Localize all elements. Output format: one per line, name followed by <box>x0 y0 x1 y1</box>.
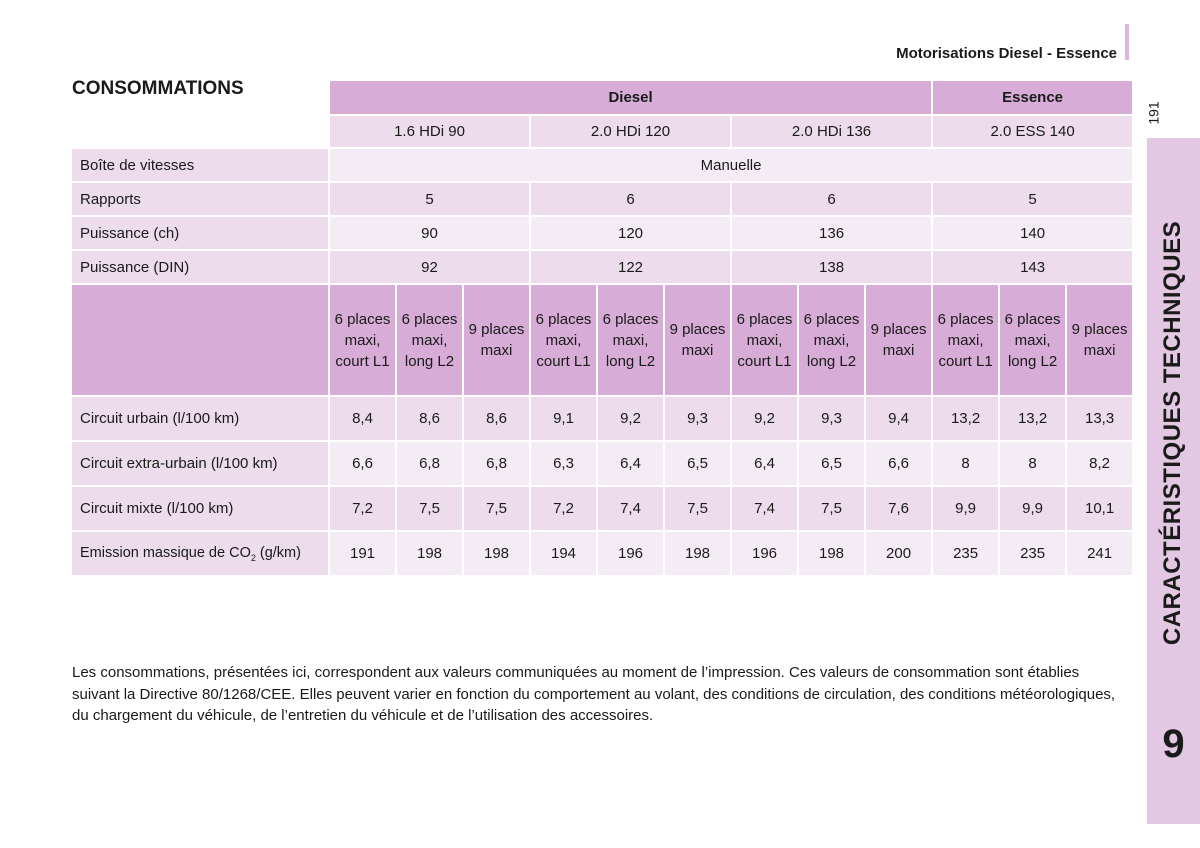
chapter-tab <box>1147 138 1200 824</box>
table-cell: 5 <box>933 183 1132 215</box>
table-cell: 7,2 <box>531 487 596 530</box>
table-cell: 9,4 <box>866 397 931 440</box>
variant-header: 6 places maxi, court L1 <box>732 285 797 395</box>
table-cell: 6,4 <box>732 442 797 485</box>
table-cell: 200 <box>866 532 931 575</box>
chapter-title: CARACTÉRISTIQUES TECHNIQUES <box>1159 220 1187 646</box>
table-cell: 8,2 <box>1067 442 1132 485</box>
table-cell: 6,8 <box>464 442 529 485</box>
table-cell: 235 <box>1000 532 1065 575</box>
variant-header: 6 places maxi, long L2 <box>1000 285 1065 395</box>
variant-header: 6 places maxi, long L2 <box>397 285 462 395</box>
table-cell: 8,6 <box>397 397 462 440</box>
table-cell: 9,3 <box>665 397 730 440</box>
model-header: 2.0 HDi 120 <box>531 116 730 147</box>
row-label: Boîte de vitesses <box>72 149 328 181</box>
table-cell: 198 <box>665 532 730 575</box>
table-cell: 6,5 <box>799 442 864 485</box>
row-label: Emission massique de $CO_2$ (g/km) <box>72 532 328 575</box>
row-label: Puissance (DIN) <box>72 251 328 283</box>
fuel-header-diesel: Diesel <box>330 81 931 114</box>
table-cell: 6 <box>531 183 730 215</box>
model-header: 2.0 ESS 140 <box>933 116 1132 147</box>
table-cell: 6,6 <box>330 442 395 485</box>
table-cell: 198 <box>397 532 462 575</box>
table-cell: 194 <box>531 532 596 575</box>
table-cell: 7,5 <box>464 487 529 530</box>
power-din-row <box>72 251 1132 283</box>
section-title: CONSOMMATIONS <box>72 78 244 99</box>
table-cell: 92 <box>330 251 529 283</box>
header-divider <box>1125 24 1129 60</box>
table-cell: 13,2 <box>1000 397 1065 440</box>
consumption-rows <box>72 397 1132 575</box>
table-cell: 5 <box>330 183 529 215</box>
table-cell: 7,4 <box>732 487 797 530</box>
variant-header: 6 places maxi, court L1 <box>330 285 395 395</box>
gearbox-row <box>72 149 1132 181</box>
variant-header: 9 places maxi <box>1067 285 1132 395</box>
table-cell: 7,2 <box>330 487 395 530</box>
table-cell: 196 <box>598 532 663 575</box>
variant-header-row <box>72 285 1132 395</box>
table-cell: 196 <box>732 532 797 575</box>
table-row <box>72 487 1132 530</box>
row-label: Circuit urbain (l/100 km) <box>72 397 328 440</box>
fuel-header-essence: Essence <box>933 81 1132 114</box>
table-cell: 8,4 <box>330 397 395 440</box>
table-cell: 191 <box>330 532 395 575</box>
table-cell: 140 <box>933 217 1132 249</box>
table-cell: 198 <box>799 532 864 575</box>
variant-header: 6 places maxi, long L2 <box>799 285 864 395</box>
variant-header: 9 places maxi <box>866 285 931 395</box>
table-cell: 7,5 <box>397 487 462 530</box>
table-cell: 241 <box>1067 532 1132 575</box>
variant-header: 6 places maxi, court L1 <box>531 285 596 395</box>
table-cell: 6 <box>732 183 931 215</box>
variant-header: 9 places maxi <box>665 285 730 395</box>
table-row <box>72 397 1132 440</box>
table-cell: 6,4 <box>598 442 663 485</box>
table-cell: 143 <box>933 251 1132 283</box>
table-row <box>72 442 1132 485</box>
table-cell: 8,6 <box>464 397 529 440</box>
row-label: Puissance (ch) <box>72 217 328 249</box>
table-cell: 13,2 <box>933 397 998 440</box>
table-cell: 90 <box>330 217 529 249</box>
header-title: Motorisations Diesel - Essence <box>896 45 1117 62</box>
table-cell: 120 <box>531 217 730 249</box>
model-header: 1.6 HDi 90 <box>330 116 529 147</box>
table-row <box>72 532 1132 575</box>
table-cell: 122 <box>531 251 730 283</box>
table-cell: 136 <box>732 217 931 249</box>
variant-header: 6 places maxi, court L1 <box>933 285 998 395</box>
power-ch-row <box>72 217 1132 249</box>
table-cell: 9,1 <box>531 397 596 440</box>
model-header-row <box>72 116 1132 147</box>
table-cell: 6,6 <box>866 442 931 485</box>
fuel-header-row <box>72 81 1132 114</box>
table-cell: 9,2 <box>732 397 797 440</box>
corner-cell <box>72 81 328 114</box>
page-number: 191 <box>1146 101 1163 125</box>
table-cell: 235 <box>933 532 998 575</box>
variant-corner-cell <box>72 285 328 395</box>
table-cell: 7,4 <box>598 487 663 530</box>
table-cell: 7,5 <box>665 487 730 530</box>
chapter-number: 9 <box>1162 722 1185 766</box>
table-cell: 9,2 <box>598 397 663 440</box>
variant-header: 9 places maxi <box>464 285 529 395</box>
table-cell: 198 <box>464 532 529 575</box>
row-label: Rapports <box>72 183 328 215</box>
variant-header: 6 places maxi, long L2 <box>598 285 663 395</box>
row-label: Circuit extra-urbain (l/100 km) <box>72 442 328 485</box>
table-cell: 6,3 <box>531 442 596 485</box>
table-cell: 9,3 <box>799 397 864 440</box>
table-cell: 10,1 <box>1067 487 1132 530</box>
consumption-table <box>70 79 1134 577</box>
model-header: 2.0 HDi 136 <box>732 116 931 147</box>
corner-cell <box>72 116 328 147</box>
table-cell: 8 <box>1000 442 1065 485</box>
footnote-text: Les consommations, présentées ici, correspondent aux valeurs communiquées au moment de l’impression. Ces valeurs de consommation sont établies suivant la Directive 80/1268/CEE. Elles peuvent varier en fonction du comportement au volant, des conditions de circulation, des conditions météorologiques, du chargement du véhicule, de l’entretien du véhicule et de l’utilisation des accessoires. <box>72 664 1116 724</box>
gearbox-value: Manuelle <box>330 149 1132 181</box>
table-cell: 6,8 <box>397 442 462 485</box>
table-cell: 8 <box>933 442 998 485</box>
table-cell: 6,5 <box>665 442 730 485</box>
table-cell: 13,3 <box>1067 397 1132 440</box>
ratios-row <box>72 183 1132 215</box>
table-cell: 7,5 <box>799 487 864 530</box>
table-cell: 7,6 <box>866 487 931 530</box>
row-label: Circuit mixte (l/100 km) <box>72 487 328 530</box>
table-cell: 138 <box>732 251 931 283</box>
table-cell: 9,9 <box>933 487 998 530</box>
table-cell: 9,9 <box>1000 487 1065 530</box>
